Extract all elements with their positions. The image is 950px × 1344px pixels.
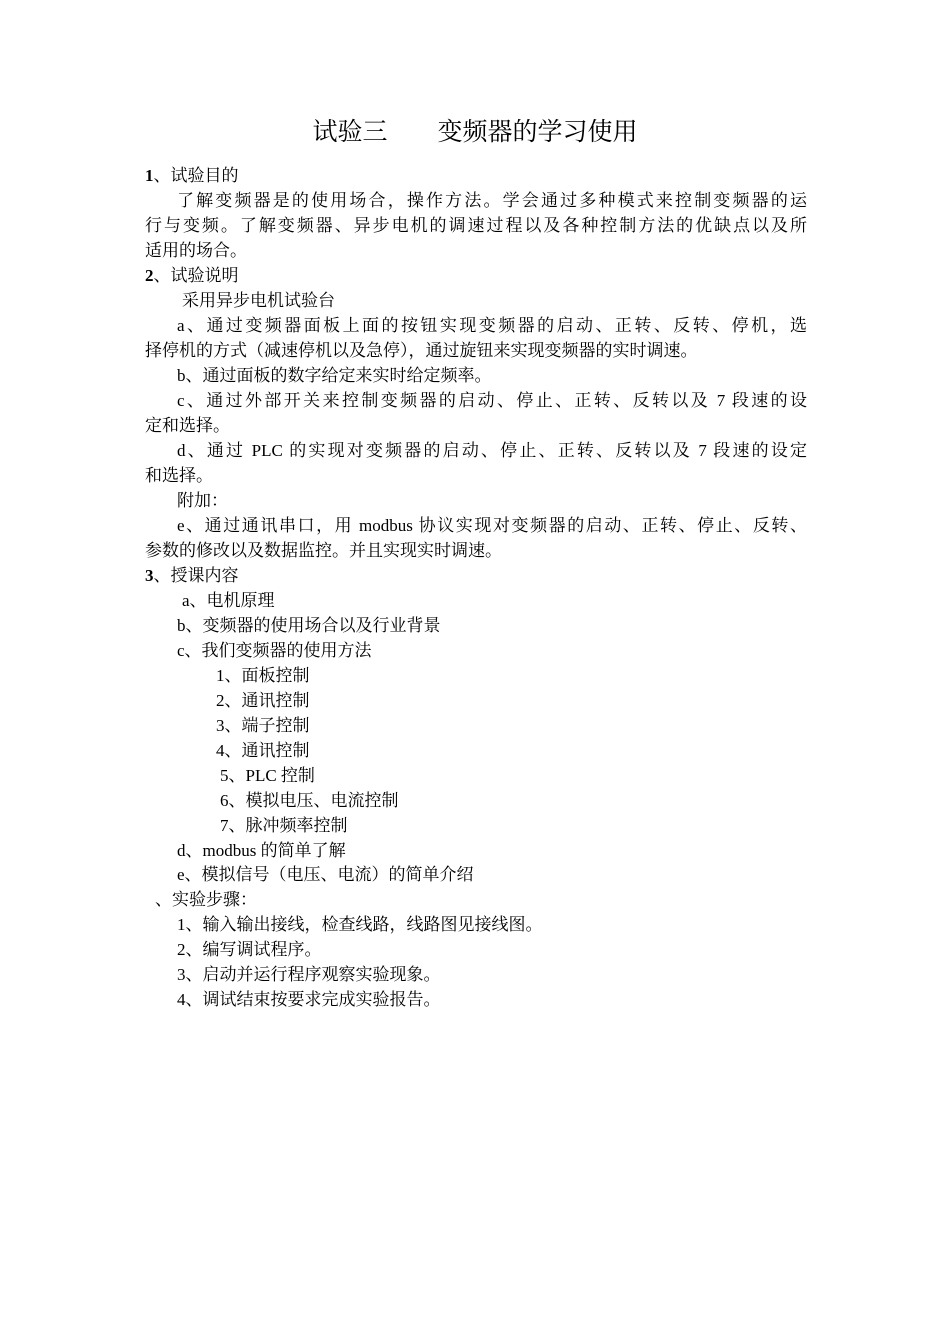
sub-list-item: 7、脉冲频率控制 bbox=[220, 816, 348, 835]
list-item: a、电机原理 bbox=[182, 591, 275, 610]
sub-list-item: 4、通讯控制 bbox=[216, 741, 310, 760]
section-1-heading bbox=[145, 163, 239, 188]
step-item: 4、调试结束按要求完成实验报告。 bbox=[177, 990, 441, 1009]
list-item: d、modbus 的简单了解 bbox=[177, 841, 346, 860]
list-item-line: e、通过通讯串口，用 modbus 协议实现对变频器的启动、正转、停止、反转、 bbox=[177, 516, 807, 535]
document-title: 试验三 变频器的学习使用 bbox=[312, 119, 638, 146]
list-item: b、变频器的使用场合以及行业背景 bbox=[177, 616, 441, 635]
list-item: c、我们变频器的使用方法 bbox=[177, 641, 372, 660]
paragraph-line: 适用的场合。 bbox=[145, 241, 247, 260]
list-item-line: 定和选择。 bbox=[145, 416, 230, 435]
step-item: 1、输入输出接线，检查线路，线路图见接线图。 bbox=[177, 915, 543, 934]
list-item-line: 择停机的方式（减速停机以及急停），通过旋钮来实现变频器的实时调速。 bbox=[145, 341, 698, 360]
section-number: 1 bbox=[145, 166, 154, 185]
section-3-heading bbox=[145, 563, 239, 588]
section-number: 2 bbox=[145, 266, 154, 285]
section-number: 3 bbox=[145, 566, 154, 585]
section-2-heading bbox=[145, 263, 239, 288]
list-item-line: 和选择。 bbox=[145, 466, 213, 485]
list-item-line: b、通过面板的数字给定来实时给定频率。 bbox=[177, 366, 492, 385]
sub-list-item: 1、面板控制 bbox=[216, 666, 310, 685]
sub-list-item: 5、PLC 控制 bbox=[220, 766, 315, 785]
step-item: 3、启动并运行程序观察实验现象。 bbox=[177, 965, 441, 984]
list-item-line: 参数的修改以及数据监控。并且实现实时调速。 bbox=[145, 541, 502, 560]
paragraph-line: 行与变频。了解变频器、异步电机的调速过程以及各种控制方法的优缺点以及所 bbox=[145, 216, 807, 235]
list-item-line: c、通过外部开关来控制变频器的启动、停止、正转、反转以及 7 段速的设 bbox=[177, 391, 807, 410]
list-item: e、模拟信号（电压、电流）的简单介绍 bbox=[177, 865, 474, 884]
sub-list-item: 3、端子控制 bbox=[216, 716, 310, 735]
paragraph-line: 采用异步电机试验台 bbox=[182, 291, 335, 310]
paragraph-line: 了解变频器是的使用场合，操作方法。学会通过多种模式来控制变频器的运 bbox=[177, 191, 807, 210]
section-title: 、试验目的 bbox=[153, 166, 239, 185]
section-title: 、授课内容 bbox=[153, 566, 239, 585]
sub-list-item: 2、通讯控制 bbox=[216, 691, 310, 710]
step-item: 2、编写调试程序。 bbox=[177, 940, 322, 959]
list-item-line: d、通过 PLC 的实现对变频器的启动、停止、正转、反转以及 7 段速的设定 bbox=[177, 441, 807, 460]
list-item-line: a、通过变频器面板上面的按钮实现变频器的启动、正转、反转、停机，选 bbox=[177, 316, 807, 335]
section-title: 、试验说明 bbox=[153, 266, 239, 285]
paragraph-line: 附加： bbox=[177, 491, 228, 510]
section-4-heading: 、实验步骤： bbox=[155, 890, 257, 909]
sub-list-item: 6、模拟电压、电流控制 bbox=[220, 791, 399, 810]
